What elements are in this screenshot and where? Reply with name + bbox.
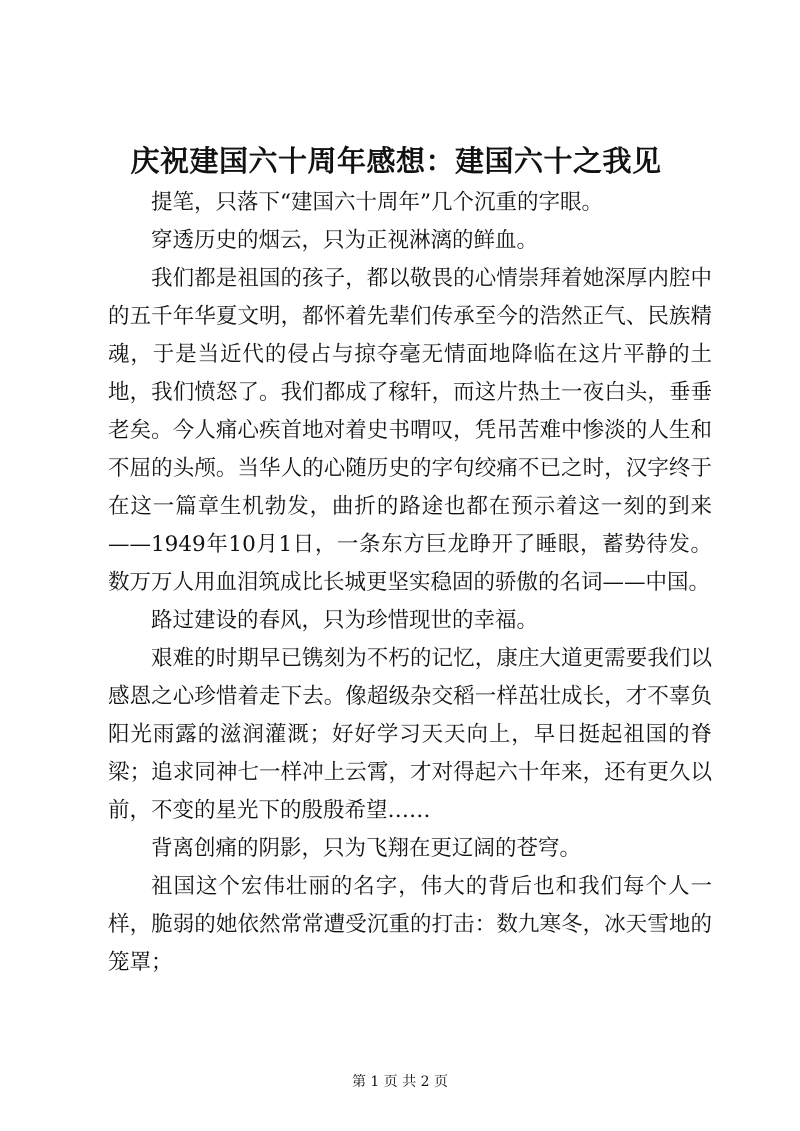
paragraph-4: 路过建设的春风，只为珍惜现世的幸福。	[151, 608, 539, 633]
document-body	[108, 138, 712, 982]
paragraph-5: 艰难的时期早已镌刻为不朽的记忆，康庄大道更需要我们以感恩之心珍惜着走下去。像超级杂交稻一样茁壮成长，才不辜负阳光雨露的滋润灌溉；好好学习天天向上，早日挺起祖国的脊梁；追求同神七一样冲上云霄，才对得起六十年来，还有更久以前，不变的星光下的殷殷希望……	[108, 646, 712, 823]
paragraph-7: 祖国这个宏伟壮丽的名字，伟大的背后也和我们每个人一样，脆弱的她依然常常遭受沉重的打击：数九寒冬，冰天雪地的笼罩；	[108, 874, 712, 975]
paragraph-3: 我们都是祖国的孩子，都以敬畏的心情崇拜着她深厚内腔中的五千年华夏文明，都怀着先辈们传承至今的浩然正气、民族精魂，于是当近代的侵占与掠夺毫无情面地降临在这片平静的土地，我们愤怒了。我们都成了稼轩，而这片热土一夜白头，垂垂老矣。今人痛心疾首地对着史书喟叹，凭吊苦难中惨淡的人生和不屈的头颅。当华人的心随历史的字句绞痛不已之时，汉字终于在这一篇章生机勃发，曲折的路途也都在预示着这一刻的到来——1949年10月1日，一条东方巨龙睁开了睡眼，蓄势待发。数万万人用血泪筑成比长城更坚实稳固的骄傲的名词——中国。	[108, 266, 712, 595]
paragraph-6: 背离创痛的阴影，只为飞翔在更辽阔的苍穹。	[151, 836, 582, 861]
page-footer: 第 1 页 共 2 页	[351, 1074, 449, 1090]
paragraph-1: 提笔，只落下“建国六十周年”几个沉重的字眼。	[151, 190, 603, 215]
document-title: 庆祝建国六十周年感想：建国六十之我见	[130, 144, 662, 178]
paragraph-2: 穿透历史的烟云，只为正视淋漓的鲜血。	[151, 228, 539, 253]
